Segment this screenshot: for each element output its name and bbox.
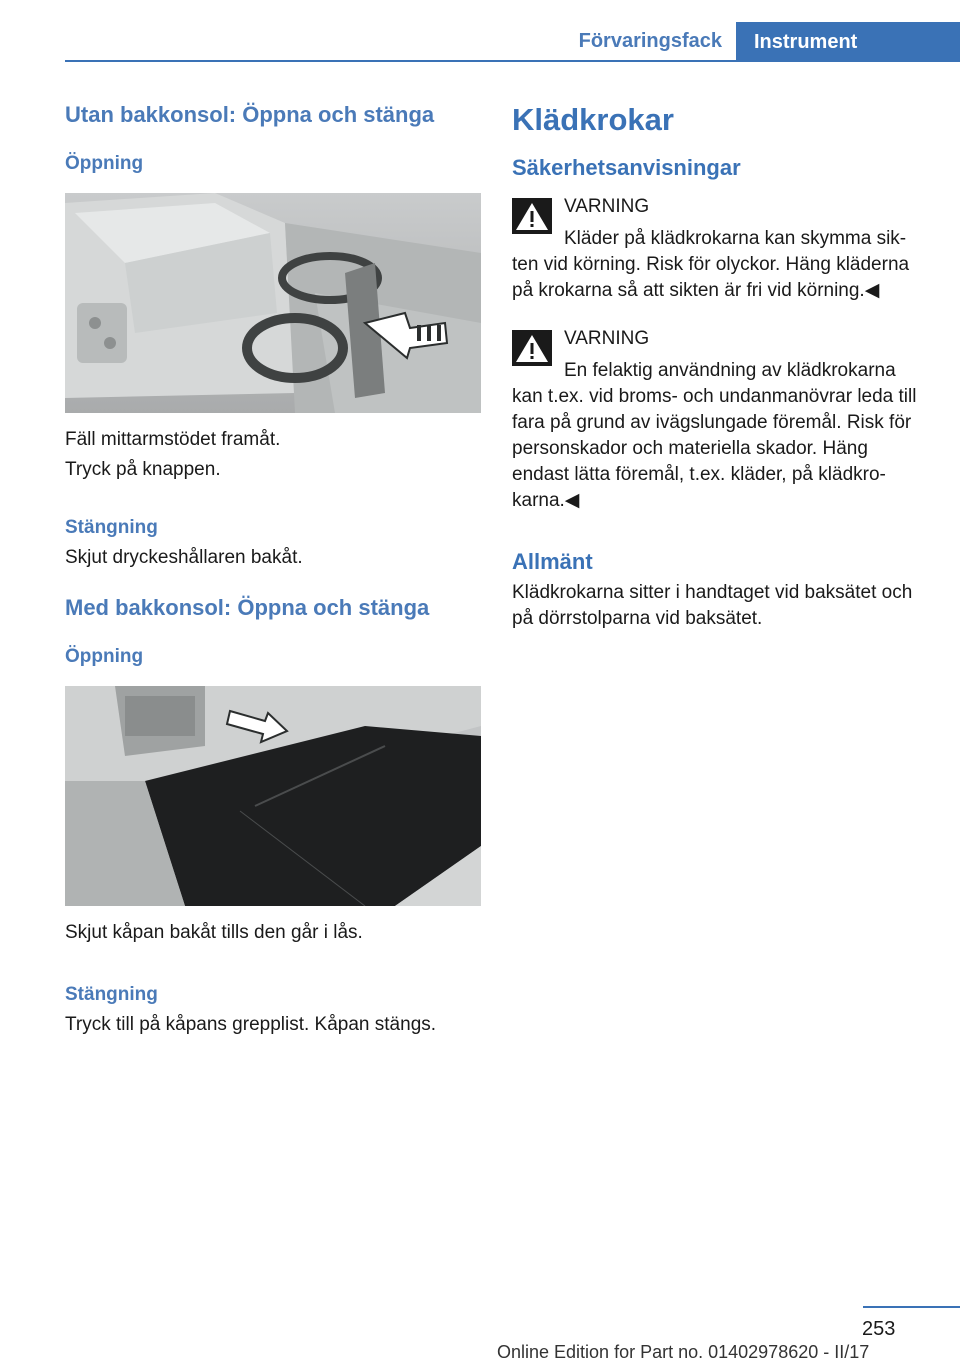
heading-without-rear-console: Utan bakkonsol: Öppna och stänga [65,102,435,127]
footer-rule [863,1306,960,1308]
text-general: Klädkrokarna sitter i handtaget vid baksätet och på dörrstolparna vid baksätet. [512,582,913,629]
heading-coat-hooks: Klädkrokar [512,102,674,137]
text-slide-cover: Skjut kåpan bakåt tills den går i lås. [65,922,363,943]
text-slide-cupholder: Skjut dryckeshållaren bakåt. [65,547,303,568]
heading-closing-1: Stängning [65,517,158,538]
warning-line-2: En felaktig användning av klädkrokarna [564,360,896,381]
heading-general: Allmänt [512,549,593,574]
text-fold-armrest: Fäll mittarmstödet framåt. [65,429,281,450]
warning-block-2 [512,326,928,514]
text-press-button: Tryck på knappen. [65,459,221,480]
cupholder-illustration [65,193,481,413]
warning-title-2: VARNING [564,328,650,349]
text-press-grip: Tryck till på kåpans grepplist. Kåpan stängs. [65,1014,437,1035]
warning-triangle-icon [512,198,552,234]
header-rule [65,60,960,62]
heading-closing-2: Stängning [65,984,158,1005]
warning-block-1 [512,194,928,304]
section-tab: Förvaringsfack [578,30,722,52]
warning-line-1: Kläder på klädkrokarna kan skymma sik‐ [564,228,907,249]
page-number: 253 [862,1318,896,1340]
running-header [65,0,960,62]
right-column [512,100,928,632]
chapter-tab: Instrument [736,22,960,62]
left-column [65,100,481,1038]
warning-title-1: VARNING [564,196,650,217]
warning-text-1: ten vid körning. Risk för olyckor. Häng kläderna på krokarna så att sikten är fri vid körning.◀ [512,254,910,301]
warning-text-2: kan t.ex. vid broms- och undanmanövrar leda till fara på grund av ivägslungade föremål. Risk för personskador och materiella skador. Häng endast lätta föremål, t.ex. kläder, på klädkro‐ karna.◀ [512,386,917,511]
heading-opening-1: Öppning [65,153,144,174]
warning-triangle-icon [512,330,552,366]
edition-footer: Online Edition for Part no. 01402978620 - II/17 [497,1342,870,1362]
heading-with-rear-console: Med bakkonsol: Öppna och stänga [65,595,430,620]
heading-safety-notes: Säkerhetsanvisningar [512,155,741,180]
rear-console-illustration [65,686,481,906]
heading-opening-2: Öppning [65,646,144,667]
